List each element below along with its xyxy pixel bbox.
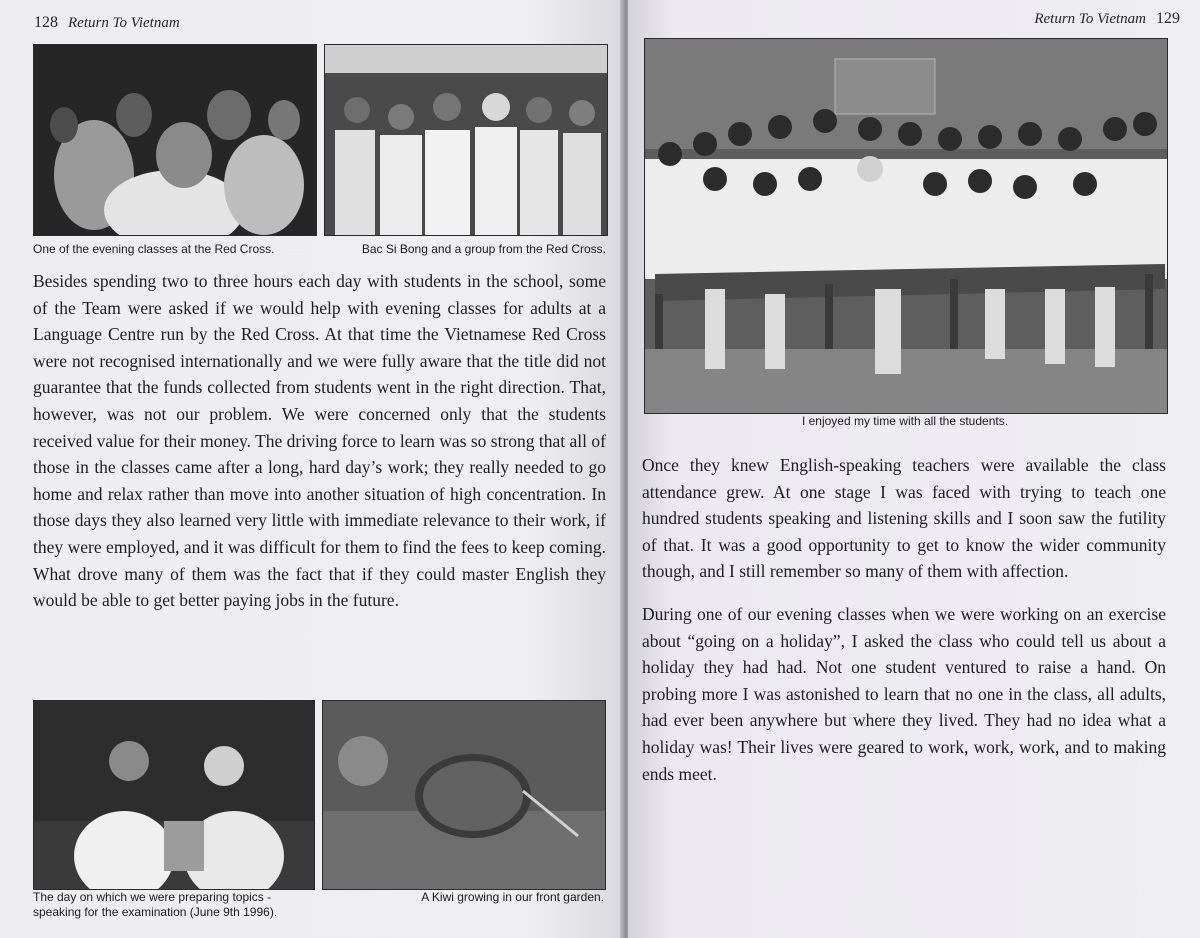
caption-red-cross-group: Bac Si Bong and a group from the Red Cross. — [361, 242, 606, 256]
right-running-title: Return To Vietnam — [1034, 11, 1146, 27]
right-page-number: 129 — [1156, 10, 1180, 27]
right-running-head — [1034, 10, 1180, 28]
left-paragraph: Besides spending two to three hours each day with students in the school, some of the Team were asked if we would help with evening classes for adults at a Language Centre run by the Red Cross. At that time the Vietnamese Red Cross were not recognised internationally and we were fully aware that the title did not guarantee that the funds collected from students went in the right direction. That, however, was not our problem. We were concerned only that the students received value for their money. The driving force to learn was so strong that all of those in the classes came after a long, hard day’s work; they really needed to go home and relax rather than move into another situation of high concentration. In those days they also learned very little with immediate relevance to their work, if they were employed, and it was difficult for them to find the fees to keep coming. What drove many of them was the fact that if they could master English they would be able to get better paying jobs in the future. — [33, 271, 606, 611]
caption-evening-class: One of the evening classes at the Red Cross. — [33, 242, 275, 256]
left-running-title: Return To Vietnam — [68, 15, 180, 31]
caption-students: I enjoyed my time with all the students. — [801, 414, 1009, 428]
caption-kiwi-topiary: A Kiwi growing in our front garden. — [421, 890, 604, 904]
left-body-text — [33, 268, 606, 614]
right-body-text — [642, 452, 1166, 787]
photo-kiwi-topiary — [322, 700, 606, 890]
right-paragraph-2: During one of our evening classes when we were working on an exercise about “going on a holiday”, I asked the class who could tell us about a holiday they had had. Not one student ventured to raise a hand. On probing more I was astonished to learn that no one in the class, all adults, had ever been anywhere but where they lived. They had no idea what a holiday was! Their lives were geared to work, work, work, and to making ends meet. — [642, 603, 1166, 784]
photo-students — [644, 38, 1168, 414]
photo-red-cross-group — [324, 44, 608, 236]
photo-exam-preparation — [33, 700, 315, 890]
left-page-number: 128 — [34, 14, 58, 31]
right-page — [628, 0, 1200, 938]
right-paragraph-1: Once they knew English-speaking teachers were available the class attendance grew. At one stage I was faced with trying to teach one hundred students speaking and listening skills and I soon saw the futility of that. It was a good opportunity to get to know the wider community though, and I still remember so many of them with affection. — [642, 455, 1166, 582]
caption-exam-preparation: The day on which we were preparing topics - speaking for the examination (June 9th 1996). — [33, 890, 278, 919]
left-running-head — [34, 14, 180, 32]
photo-evening-class — [33, 44, 317, 236]
